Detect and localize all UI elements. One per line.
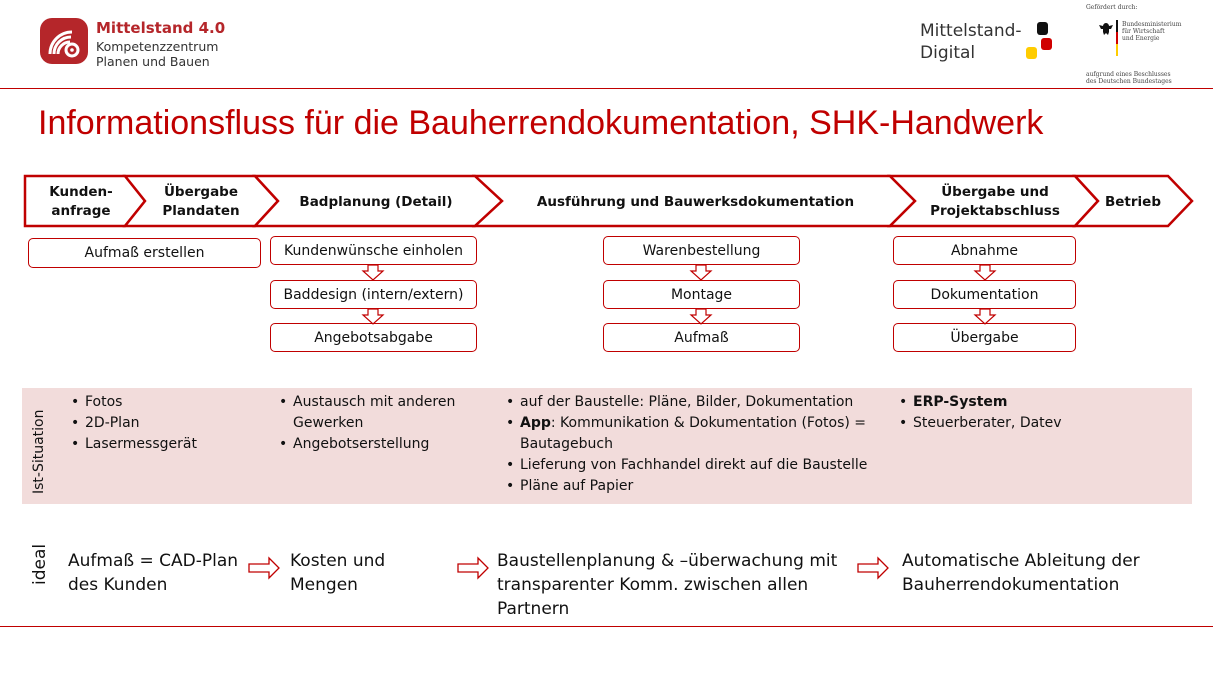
step-montage: Montage: [603, 280, 800, 309]
list-item: • 2D-Plan: [68, 413, 258, 434]
m40-logo: [40, 18, 88, 64]
logo-subtitle-1: Kompetenzzentrum: [96, 39, 219, 54]
step-baddesign: Baddesign (intern/extern): [270, 280, 477, 309]
ministry-line3: und Energie: [1122, 35, 1160, 42]
ministry-line2: für Wirtschaft: [1122, 28, 1165, 35]
arrow-right-icon: [858, 558, 888, 578]
list-item: • Steuerberater, Datev: [896, 413, 1176, 434]
phase-6-label: Betrieb: [1104, 193, 1161, 210]
arrow-down-icon: [363, 309, 383, 324]
ideal-item-1: Aufmaß = CAD-Plan des Kunden: [68, 551, 239, 595]
list-item: • Pläne auf Papier: [503, 476, 888, 497]
phase-4-label: Ausführung und Bauwerksdokumentation: [536, 193, 855, 210]
ist-situation-label: Ist-Situation: [31, 409, 47, 494]
ideal-item-3: Baustellenplanung & –überwachung mit transparenter Komm. zwischen allen Partnern: [497, 551, 838, 619]
list-item: • Lasermessgerät: [68, 434, 258, 455]
phase-1-label: Kunden- anfrage: [49, 184, 113, 219]
ideal-item-2: Kosten und Mengen: [290, 551, 386, 595]
beschluss-line2: des Deutschen Bundestages: [1086, 78, 1172, 85]
flag-bar: [1116, 20, 1118, 56]
step-dokumentation: Dokumentation: [893, 280, 1076, 309]
list-item: • ERP-System: [896, 392, 1176, 413]
ideal-item-4: Automatische Ableitung der Bauherrendokumentation: [902, 551, 1140, 595]
ist-col-2: [276, 392, 486, 455]
arrow-down-icon: [975, 309, 995, 324]
phase-2-label: Übergabe Plandaten: [162, 184, 240, 219]
ministry-line1: Bundesministerium: [1122, 21, 1182, 28]
header-divider: [0, 88, 1213, 89]
down-arrows: [0, 264, 1213, 326]
beschluss-line1: aufgrund eines Beschlusses: [1086, 71, 1171, 78]
list-item: • Fotos: [68, 392, 258, 413]
step-uebergabe: Übergabe: [893, 323, 1076, 352]
list-item: • Angebotserstellung: [276, 434, 486, 455]
list-item: • auf der Baustelle: Pläne, Bilder, Dokumentation: [503, 392, 888, 413]
step-aufmass: Aufmaß: [603, 323, 800, 352]
ideal-label: ideal: [30, 543, 50, 585]
arrow-down-icon: [691, 265, 711, 280]
arrow-right-icon: [249, 558, 279, 578]
ist-col-1: [68, 392, 258, 455]
footer-divider: [0, 626, 1213, 627]
ist-col-4: [896, 392, 1176, 434]
eagle-icon: [1098, 21, 1114, 37]
arrow-right-icon: [458, 558, 488, 578]
logo-title: Mittelstand 4.0: [96, 19, 226, 37]
list-item: • App: Kommunikation & Dokumentation (Fotos) = Bautagebuch: [503, 413, 888, 455]
step-aufmass-erstellen: Aufmaß erstellen: [28, 238, 261, 268]
list-item: • Lieferung von Fachhandel direkt auf die Baustelle: [503, 455, 888, 476]
phase-3-label: Badplanung (Detail): [299, 193, 453, 210]
md-logo-line1: Mittelstand-: [920, 21, 1022, 41]
step-abnahme: Abnahme: [893, 236, 1076, 265]
arrow-down-icon: [975, 265, 995, 280]
page-title: Informationsfluss für die Bauherrendokumentation, SHK-Handwerk: [38, 104, 1044, 142]
gefoerdert-text: Gefördert durch:: [1086, 4, 1138, 11]
step-angebotsabgabe: Angebotsabgabe: [270, 323, 477, 352]
list-item: • Austausch mit anderen Gewerken: [276, 392, 486, 434]
arrow-down-icon: [363, 265, 383, 280]
md-logo-squares: [1024, 20, 1056, 60]
step-kundenwuensche: Kundenwünsche einholen: [270, 236, 477, 265]
wifi-gear-icon: [40, 18, 88, 64]
arrow-down-icon: [691, 309, 711, 324]
md-logo-line2: Digital: [920, 43, 976, 63]
step-warenbestellung: Warenbestellung: [603, 236, 800, 265]
logo-subtitle-2: Planen und Bauen: [96, 54, 210, 69]
ist-col-3: [503, 392, 888, 497]
phase-5-label: Übergabe und Projektabschluss: [930, 184, 1060, 219]
ideal-arrows: [0, 556, 1213, 580]
